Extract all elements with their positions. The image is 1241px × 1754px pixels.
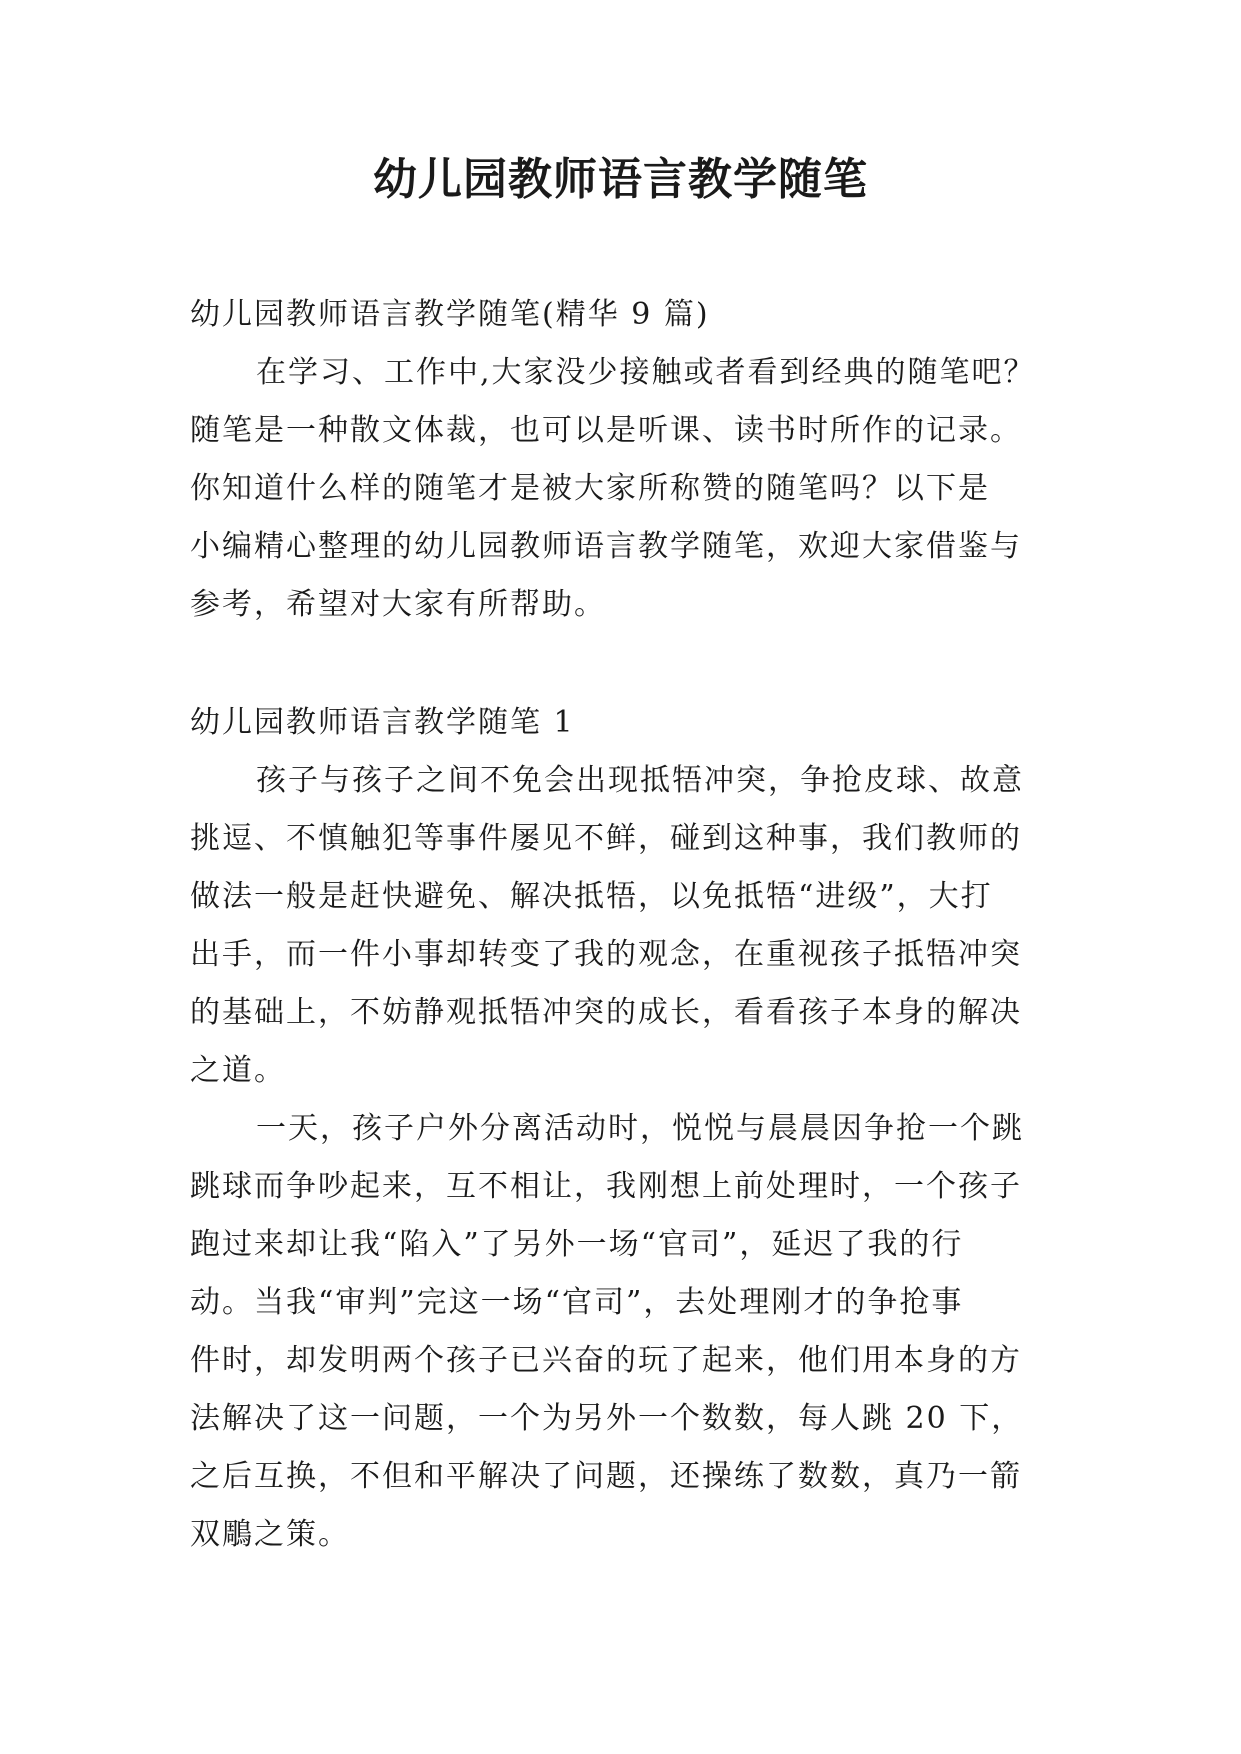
paragraph-line: 出手，而一件小事却转变了我的观念，在重视孩子抵牾冲突: [190, 937, 1022, 972]
paragraph-line: 你知道什么样的随笔才是被大家所称赞的随笔吗？以下是: [190, 471, 990, 506]
paragraph-line: 之道。: [190, 1053, 286, 1088]
paragraph-line: 的基础上，不妨静观抵牾冲突的成长，看看孩子本身的解决: [190, 995, 1022, 1030]
paragraph-line: 法解决了这一问题，一个为另外一个数数，每人跳 20 下，: [190, 1401, 1024, 1436]
section-paragraph: [190, 1100, 1070, 1564]
paragraph-line: 小编精心整理的幼儿园教师语言教学随笔，欢迎大家借鉴与: [190, 529, 1022, 564]
section-spacer: [190, 634, 1070, 694]
paragraph-line: 孩子与孩子之间不免会出现抵牾冲突，争抢皮球、故意: [256, 763, 1024, 798]
document-subtitle: 幼儿园教师语言教学随笔(精华 9 篇): [190, 297, 710, 332]
paragraph-line: 在学习、工作中,大家没少接触或者看到经典的随笔吧？: [256, 355, 1036, 390]
paragraph-line: 一天，孩子户外分离活动时，悦悦与晨晨因争抢一个跳: [256, 1111, 1024, 1146]
paragraph-line: 跑过来却让我“陷入”了另外一场“官司”，延迟了我的行: [190, 1227, 964, 1262]
paragraph-line: 参考，希望对大家有所帮助。: [190, 587, 606, 622]
paragraph-line: 双鵰之策。: [190, 1517, 350, 1552]
intro-paragraph: [190, 344, 1070, 634]
paragraph-line: 动。当我“审判”完这一场“官司”，去处理刚才的争抢事: [190, 1285, 964, 1320]
paragraph-line: 之后互换，不但和平解决了问题，还操练了数数，真乃一箭: [190, 1459, 1022, 1494]
paragraph-line: 做法一般是赶快避免、解决抵牾，以免抵牾“进级”，大打: [190, 879, 993, 914]
paragraph-line: 挑逗、不慎触犯等事件屡见不鲜，碰到这种事，我们教师的: [190, 821, 1022, 856]
paragraph-line: 随笔是一种散文体裁，也可以是听课、读书时所作的记录。: [190, 413, 1022, 448]
paragraph-line: 件时，却发明两个孩子已兴奋的玩了起来，他们用本身的方: [190, 1343, 1022, 1378]
section-paragraph: [190, 752, 1070, 1100]
document-body: [190, 286, 1070, 1564]
section-heading: 幼儿园教师语言教学随笔 1: [190, 705, 575, 740]
document-title: 幼儿园教师语言教学随笔: [373, 154, 868, 205]
paragraph-line: 跳球而争吵起来，互不相让，我刚想上前处理时，一个孩子: [190, 1169, 1022, 1204]
